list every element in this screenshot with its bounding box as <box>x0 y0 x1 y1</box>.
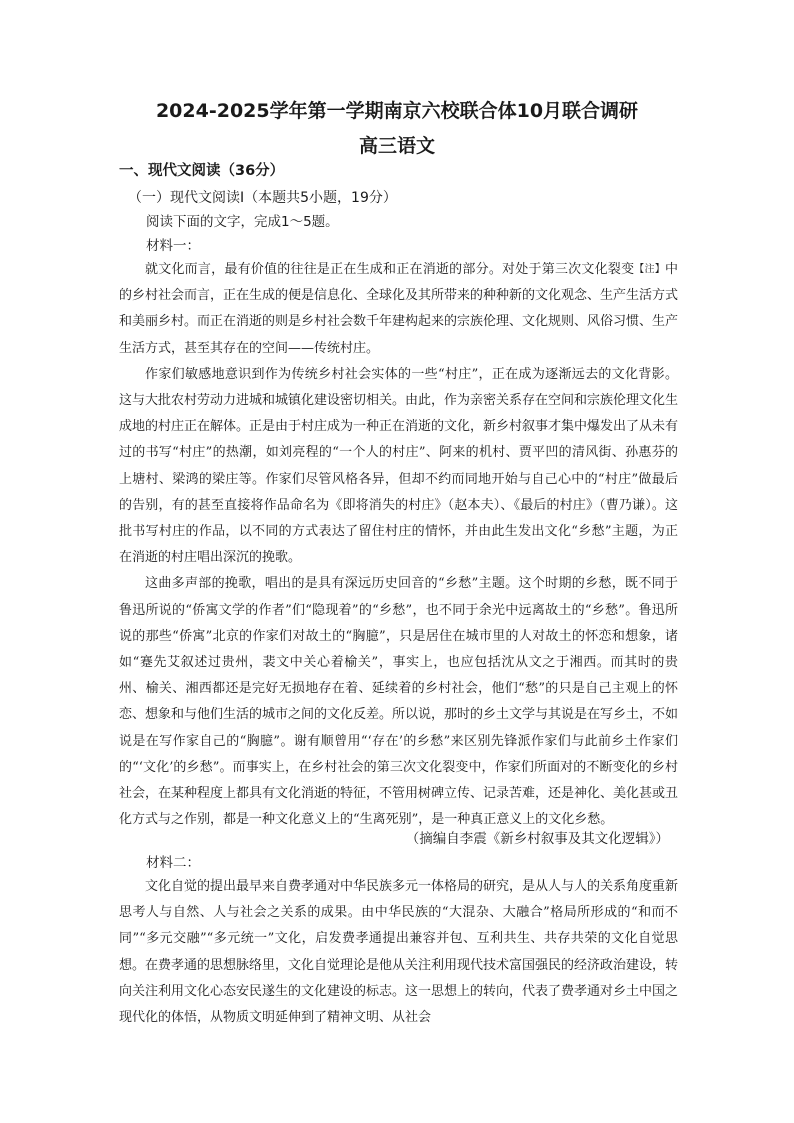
paragraph-text: 就文化而言，最有价值的往往是正在生成和正在消逝的部分。对处于第三次文化裂变 <box>145 262 635 277</box>
subsection-heading: （一）现代文阅读Ⅰ（本题共5小题，19分） <box>128 190 397 206</box>
section-heading: 一、现代文阅读（36分） <box>119 163 285 179</box>
material-one-paragraph-2: 作家们敏感地意识到作为传统乡村社会实体的一些“村庄”，正在成为逐渐远去的文化背影。这与大批农村劳动力进城和城镇化建设密切相关。由此，作为亲密关系存在空间和宗族伦理文化生成地的村庄正在解体。正是由于村庄成为一种正在消逝的文化，新乡村叙事才集中爆发出了从未有过的书写“村庄”的热潮，如刘亮程的“一个人的村庄”、阿来的机村、贾平凹的清风街、孙惠芬的上塘村、梁鸿的梁庄等。作家们尽管风格各异，但却不约而同地开始与自己心中的“村庄”做最后的告别，有的甚至直接将作品命名为《即将消失的村庄》（赵本夫）、《最后的村庄》（曹乃谦）。这批书写村庄的作品，以不同的方式表达了留住村庄的情怀，并由此生发出文化“乡愁”主题，为正在消逝的村庄唱出深沉的挽歌。 <box>119 366 679 566</box>
material-one-label: 材料一： <box>146 238 200 254</box>
material-two-paragraph-1: 文化自觉的提出最早来自费孝通对中华民族多元一体格局的研究，是从人与人的关系角度重新思考人与自然、人与社会之关系的成果。由中华民族的“大混杂、大融合”格局所形成的“和而不同”“多元交融”“多元统一”文化，启发费孝通提出兼容并包、互利共生、共存共荣的文化自觉思想。在费孝通的思想脉络里，文化自觉理论是他从关注利用现代技术富国强民的经济政治建设，转向关注利用文化心态安民遂生的文化建设的标志。这一思想上的转向，代表了费孝通对乡土中国之现代化的体悟，从物质文明延伸到了精神文明、从社会 <box>119 879 679 1026</box>
material-one-paragraph-1 <box>119 257 678 362</box>
material-one-paragraph-3: 这曲多声部的挽歌，唱出的是具有深远历史回音的“乡愁”主题。这个时期的乡愁，既不同于鲁迅所说的“侨寓文学的作者”们“隐现着”的“乡愁”，也不同于余光中远离故土的“乡愁”。鲁迅所说的那些“侨寓”北京的作家们对故土的“胸臆”，只是居住在城市里的人对故土的怀恋和想象，诸如“蹇先艾叙述过贵州，裴文中关心着榆关”，事实上，也应包括沈从文之于湘西。而其时的贵州、榆关、湘西都还是完好无损地存在着、延续着的乡村社会，他们“愁”的只是自己主观上的怀恋、想象和与他们生活的城市之间的文化反差。所以说，那时的乡土文学与其说是在写乡土，不如说是在写作家自己的“胸臆”。谢有顺曾用“‘存在’的乡愁”来区别先锋派作家们与此前乡土作家们的“‘文化’的乡愁”。而事实上，在乡村社会的第三次文化裂变中，作家们所面对的不断变化的乡村社会，在某种程度上都具有文化消逝的特征，不管用树碑立传、记录苦难，还是神化、美化甚或丑化方式与之作别，都是一种文化意义上的“生离死别”，是一种真正意义上的文化乡愁。 <box>119 576 679 828</box>
material-two-label: 材料二： <box>146 855 200 871</box>
document-subtitle: 高三语文 <box>358 135 435 157</box>
document-title: 2024-2025学年第一学期南京六校联合体10月联合调研 <box>155 100 639 122</box>
reading-instruction: 阅读下面的文字，完成1～5题。 <box>146 214 339 230</box>
paragraph-text: 中的乡村社会而言，正在生成的便是信息化、全球化及其所带来的种种新的文化观念、生产生活方式和美丽乡村。而正在消逝的则是乡村社会数千年建构起来的宗族伦理、文化规则、风俗习惯、生产生活方式，甚至其存在的空间——传统村庄。 <box>119 262 679 356</box>
material-two-body <box>119 874 678 1031</box>
material-one-body <box>119 257 678 833</box>
material-one-source: （摘编自李震《新乡村叙事及其文化逻辑》） <box>405 831 669 847</box>
footnote-marker: 【注】 <box>634 264 665 275</box>
